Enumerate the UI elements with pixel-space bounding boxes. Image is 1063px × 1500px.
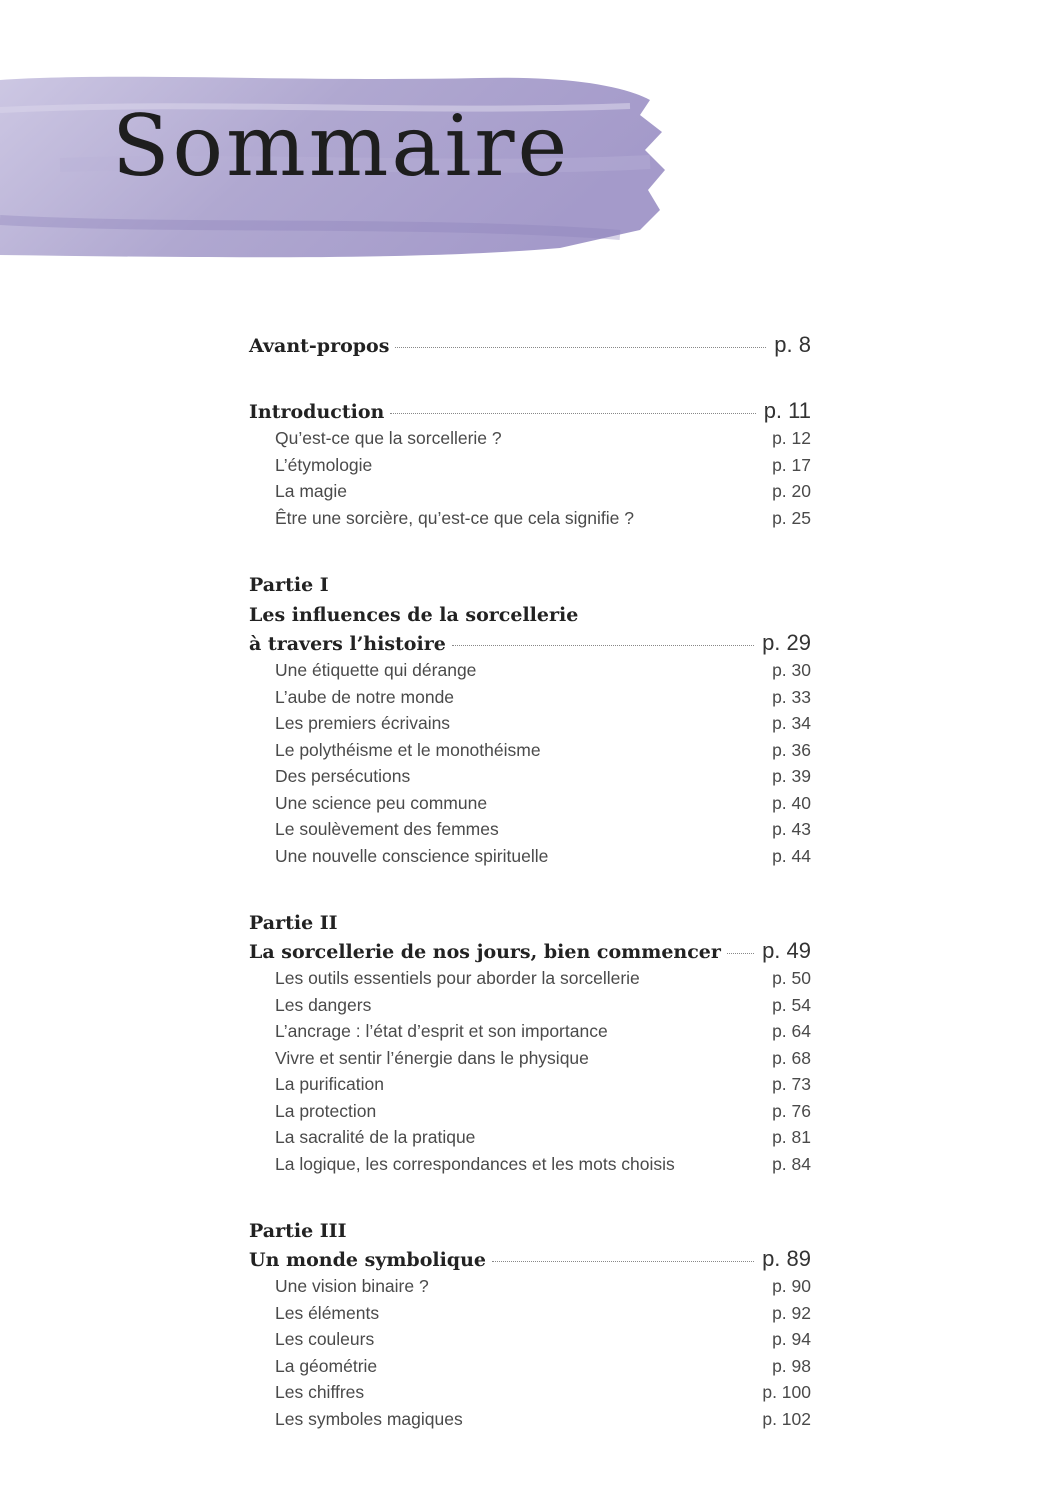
toc-sub-entry bbox=[249, 687, 811, 714]
page-number: p. 90 bbox=[772, 1276, 811, 1296]
toc-sub-entry bbox=[249, 1356, 811, 1383]
part-label: Partie III bbox=[249, 1220, 347, 1242]
entry-label: Qu’est-ce que la sorcellerie ? bbox=[275, 428, 502, 448]
toc-sub-entry bbox=[249, 1021, 811, 1048]
table-of-contents bbox=[249, 332, 811, 1435]
section-title: Introduction bbox=[249, 401, 385, 423]
page-number: p. 43 bbox=[772, 819, 811, 839]
entry-label: La protection bbox=[275, 1100, 377, 1121]
page-number: p. 25 bbox=[772, 507, 811, 528]
part-label: Partie I bbox=[249, 574, 329, 596]
entry-label: Les outils essentiels pour aborder la sorcellerie bbox=[275, 968, 640, 988]
toc-major-entry bbox=[249, 630, 811, 660]
toc-major-entry bbox=[249, 938, 811, 968]
entry-label: La sacralité de la pratique bbox=[275, 1127, 476, 1147]
toc-section bbox=[249, 570, 811, 872]
page-number: p. 36 bbox=[772, 739, 811, 760]
toc-sub-entry bbox=[249, 481, 811, 508]
entry-label: Une étiquette qui dérange bbox=[275, 660, 477, 680]
toc-major-entry bbox=[249, 398, 811, 428]
page-number: p. 102 bbox=[762, 1408, 811, 1429]
dot-leader bbox=[727, 953, 754, 954]
toc-sub-entry bbox=[249, 1101, 811, 1128]
toc-sub-entry bbox=[249, 508, 811, 535]
entry-label: Vivre et sentir l’énergie dans le physique bbox=[275, 1047, 589, 1068]
entry-label: La magie bbox=[275, 481, 347, 501]
entry-label: La purification bbox=[275, 1074, 384, 1094]
page-number: p. 94 bbox=[772, 1329, 811, 1349]
entry-label: La géométrie bbox=[275, 1355, 378, 1376]
toc-sub-entry bbox=[249, 819, 811, 846]
entry-label: La logique, les correspondances et les mots choisis bbox=[275, 1153, 675, 1174]
entry-label: Le polythéisme et le monothéisme bbox=[275, 739, 541, 760]
page-number: p. 34 bbox=[772, 713, 811, 733]
toc-sub-entry bbox=[249, 1127, 811, 1154]
section-title: Avant-propos bbox=[249, 335, 390, 357]
page-number: p. 11 bbox=[763, 398, 811, 423]
toc-sub-entry bbox=[249, 1048, 811, 1075]
entry-label: Les éléments bbox=[275, 1302, 380, 1323]
page-number: p. 17 bbox=[772, 454, 811, 475]
entry-label: Une vision binaire ? bbox=[275, 1276, 429, 1296]
toc-sub-entry bbox=[249, 1409, 811, 1436]
toc-sub-entry bbox=[249, 1074, 811, 1101]
page-title: Sommaire bbox=[112, 97, 571, 195]
page-number: p. 40 bbox=[772, 792, 811, 813]
page-number: p. 98 bbox=[772, 1355, 811, 1376]
toc-sub-entry bbox=[249, 660, 811, 687]
toc-sub-entry bbox=[249, 1329, 811, 1356]
toc-sub-entry bbox=[249, 766, 811, 793]
dot-leader bbox=[492, 1261, 754, 1262]
page-number: p. 73 bbox=[772, 1074, 811, 1094]
entry-label: Les symboles magiques bbox=[275, 1408, 463, 1429]
section-title: Les influences de la sorcellerie bbox=[249, 604, 579, 626]
entry-label: Des persécutions bbox=[275, 766, 411, 786]
entry-label: Être une sorcière, qu’est-ce que cela signifie ? bbox=[275, 507, 634, 528]
entry-label: Une science peu commune bbox=[275, 792, 488, 813]
page-number: p. 12 bbox=[772, 428, 811, 448]
page-number: p. 49 bbox=[762, 938, 811, 963]
page-number: p. 8 bbox=[774, 332, 811, 357]
toc-sub-entry bbox=[249, 740, 811, 767]
toc-sub-entry bbox=[249, 995, 811, 1022]
toc-sub-entry bbox=[249, 713, 811, 740]
entry-label: L’ancrage : l’état d’esprit et son importance bbox=[275, 1021, 608, 1041]
page-number: p. 89 bbox=[762, 1246, 811, 1271]
page-number: p. 29 bbox=[762, 630, 811, 655]
entry-label: Une nouvelle conscience spirituelle bbox=[275, 845, 549, 866]
page-number: p. 81 bbox=[772, 1127, 811, 1147]
toc-section bbox=[249, 908, 811, 1180]
toc-sub-entry bbox=[249, 1303, 811, 1330]
page-number: p. 100 bbox=[762, 1382, 811, 1402]
toc-major-entry bbox=[249, 1246, 811, 1276]
dot-leader bbox=[395, 347, 766, 348]
toc-sub-entry bbox=[249, 968, 811, 995]
section-title: à travers l’histoire bbox=[249, 633, 446, 655]
page-number: p. 76 bbox=[772, 1100, 811, 1121]
page-number: p. 64 bbox=[772, 1021, 811, 1041]
section-title: La sorcellerie de nos jours, bien commencer bbox=[249, 941, 721, 963]
page-number: p. 39 bbox=[772, 766, 811, 786]
page-number: p. 33 bbox=[772, 686, 811, 707]
toc-sub-entry bbox=[249, 1276, 811, 1303]
toc-major-entry bbox=[249, 332, 811, 362]
entry-label: Les couleurs bbox=[275, 1329, 375, 1349]
page-number: p. 44 bbox=[772, 845, 811, 866]
page-number: p. 20 bbox=[772, 481, 811, 501]
entry-label: L’étymologie bbox=[275, 454, 373, 475]
toc-section bbox=[249, 332, 811, 362]
page-number: p. 92 bbox=[772, 1302, 811, 1323]
toc-sub-entry bbox=[249, 455, 811, 482]
dot-leader bbox=[452, 645, 754, 646]
page-number: p. 50 bbox=[772, 968, 811, 988]
dot-leader bbox=[390, 413, 755, 414]
page-number: p. 30 bbox=[772, 660, 811, 680]
toc-sub-entry bbox=[249, 1382, 811, 1409]
entry-label: Le soulèvement des femmes bbox=[275, 819, 499, 839]
page-number: p. 54 bbox=[772, 994, 811, 1015]
toc-sub-entry bbox=[249, 793, 811, 820]
part-label: Partie II bbox=[249, 912, 338, 934]
toc-section bbox=[249, 1216, 811, 1435]
toc-sub-entry bbox=[249, 1154, 811, 1181]
entry-label: L’aube de notre monde bbox=[275, 686, 455, 707]
entry-label: Les dangers bbox=[275, 994, 372, 1015]
toc-sub-entry bbox=[249, 846, 811, 873]
page-number: p. 84 bbox=[772, 1153, 811, 1174]
section-title: Un monde symbolique bbox=[249, 1249, 486, 1271]
toc-sub-entry bbox=[249, 428, 811, 455]
entry-label: Les chiffres bbox=[275, 1382, 365, 1402]
entry-label: Les premiers écrivains bbox=[275, 713, 451, 733]
toc-section bbox=[249, 398, 811, 534]
page-number: p. 68 bbox=[772, 1047, 811, 1068]
